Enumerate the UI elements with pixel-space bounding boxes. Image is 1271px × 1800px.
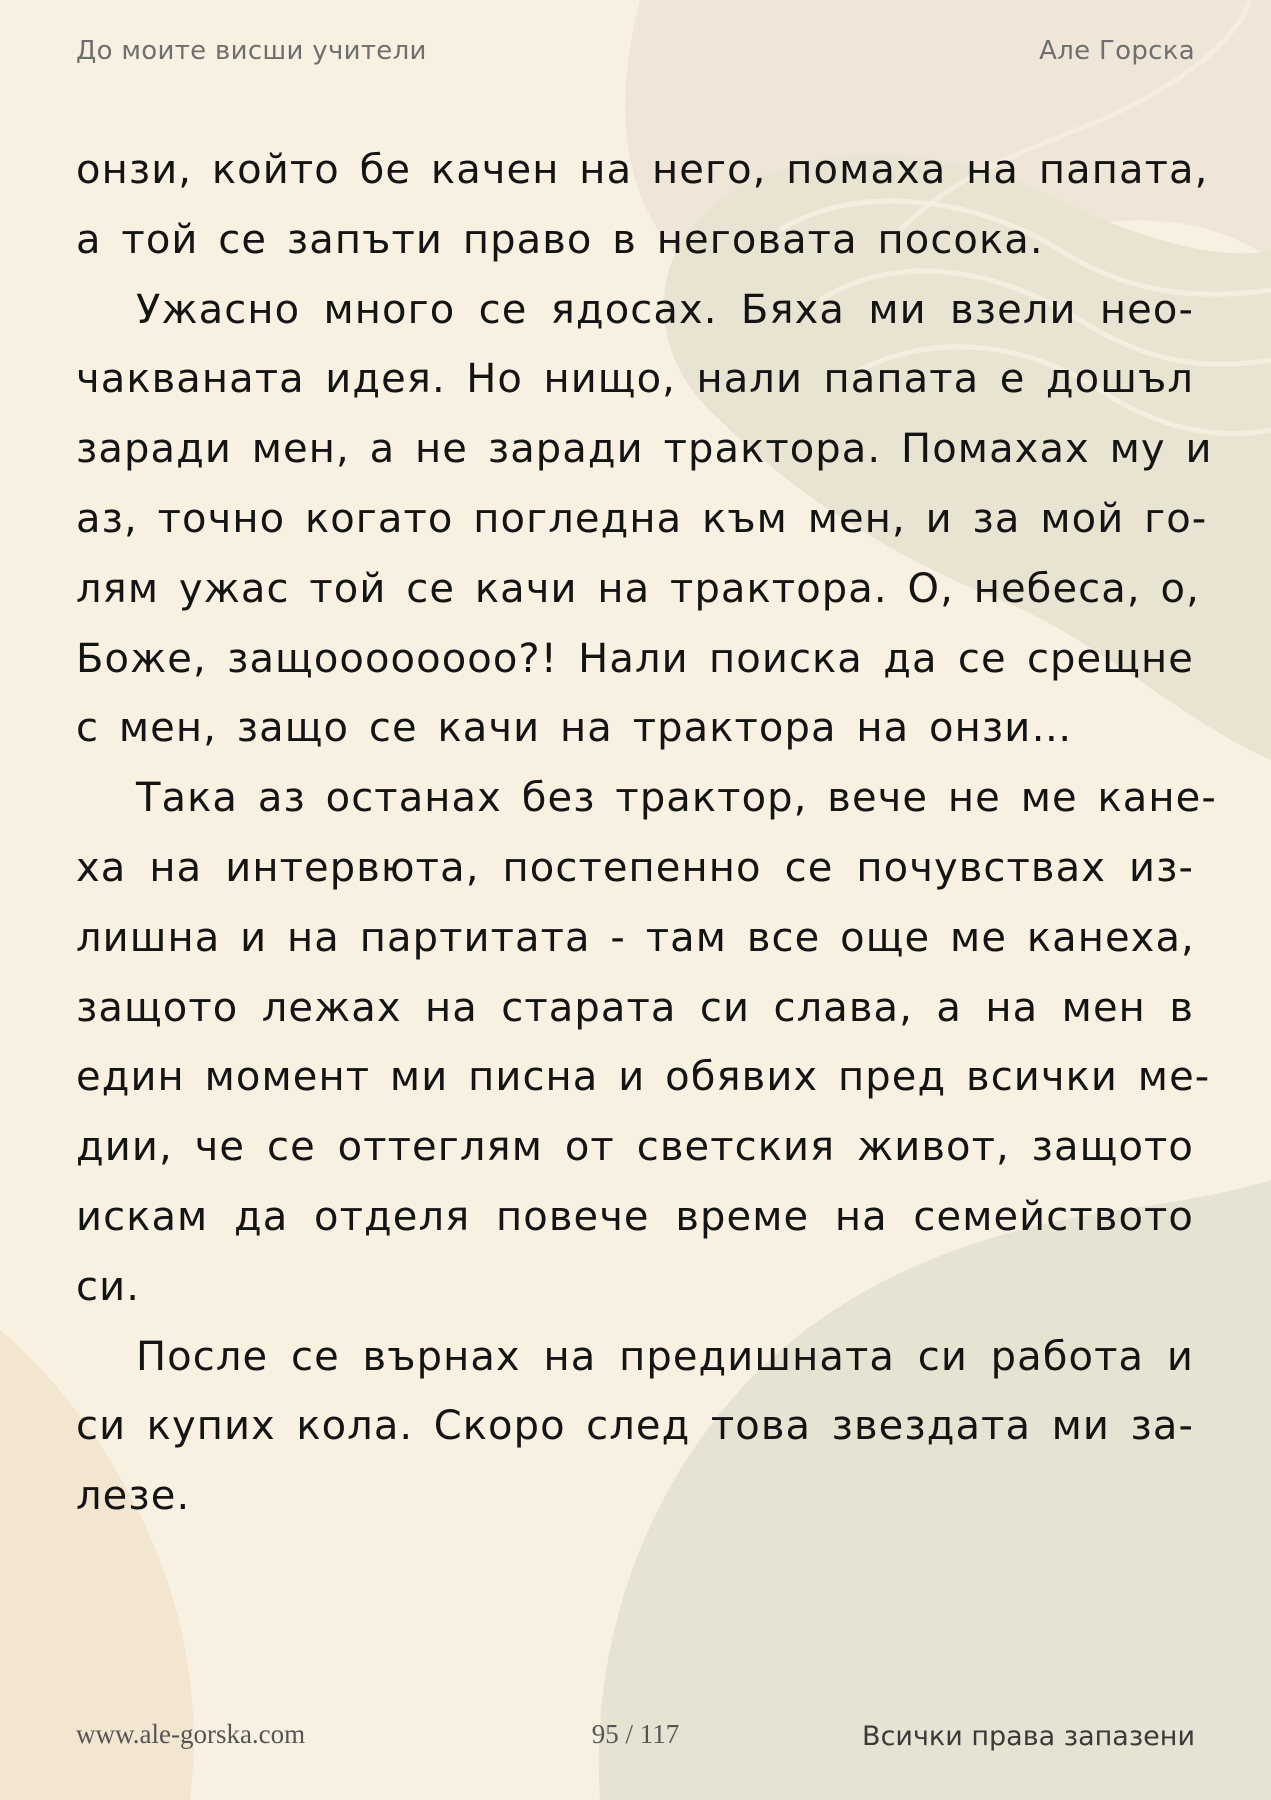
text-line: ха на интервюта, постепенно се почувствах из- bbox=[76, 844, 1194, 891]
text-line: Така аз останах без трактор, вече не ме кане- bbox=[136, 775, 1217, 822]
text-line: Ужасно много се ядосах. Бяха ми взели нео- bbox=[136, 286, 1194, 333]
text-line: лишна и на партитата - там все още ме канеха, bbox=[76, 914, 1195, 961]
text-line: си. bbox=[76, 1263, 141, 1310]
text-line: а той се запъти право в неговата посока. bbox=[76, 216, 1044, 263]
page-number: 95 / 117 bbox=[591, 1719, 680, 1749]
text-line: искам да отделя повече време на семейството bbox=[76, 1193, 1194, 1240]
text-line: лям ужас той се качи на трактора. О, небеса, о, bbox=[76, 565, 1200, 612]
book-title: До моите висши учители bbox=[76, 36, 427, 66]
text-line: аз, точно когато погледна към мен, и за мой го- bbox=[76, 495, 1208, 542]
rights-notice: Всички права запазени bbox=[862, 1721, 1195, 1752]
text-line: дии, че се оттеглям от светския живот, защото bbox=[76, 1124, 1194, 1171]
text-line: с мен, защо се качи на трактора на онзи… bbox=[76, 705, 1073, 752]
text-line: един момент ми писна и обявих пред всички ме- bbox=[76, 1054, 1211, 1101]
text-line: заради мен, а не заради трактора. Помахах му и bbox=[76, 426, 1213, 473]
website-link[interactable]: www.ale-gorska.com bbox=[76, 1719, 306, 1749]
text-line: Боже, защоооооооо?! Нали поиска да се срещне bbox=[76, 635, 1194, 682]
page-body-text bbox=[76, 136, 1217, 1532]
text-line: После се върнах на предишната си работа и bbox=[136, 1333, 1194, 1380]
text-line: си купих кола. Скоро след това звездата ми за- bbox=[76, 1403, 1194, 1450]
author-name: Але Горска bbox=[1039, 36, 1195, 66]
text-line: чакваната идея. Но нищо, нали папата е дошъл bbox=[76, 356, 1194, 403]
text-line: защото лежах на старата си слава, а на мен в bbox=[76, 984, 1194, 1031]
text-line: лезе. bbox=[76, 1473, 191, 1520]
text-line: онзи, който бе качен на него, помаха на папата, bbox=[76, 147, 1209, 193]
